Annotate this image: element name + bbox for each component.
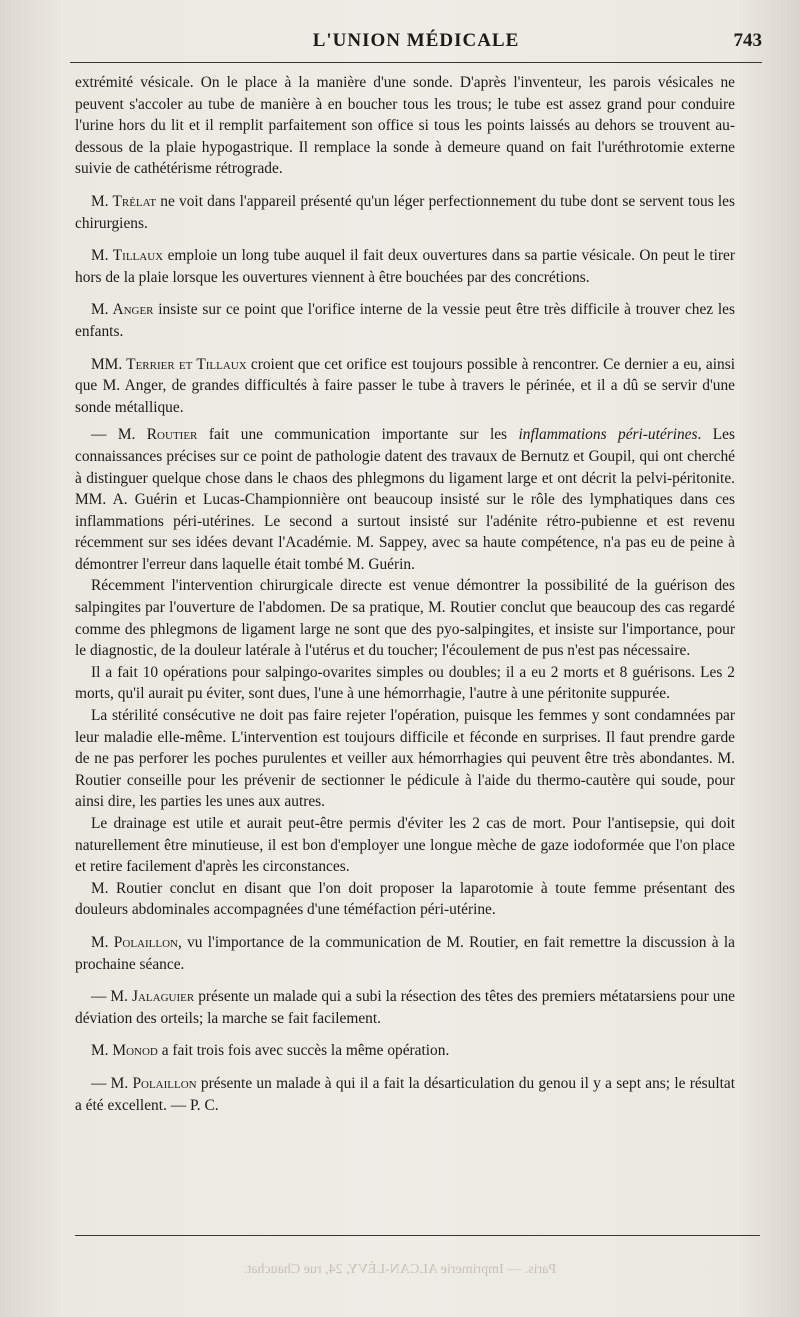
body-text bbox=[75, 72, 735, 1116]
paragraph-text: La stérilité consécutive ne doit pas faire rejeter l'opération, puisque les femmes y sont condamnées par leur maladie elle-même. L'intervention est toujours difficile et féconde en surprises. Il faut prendre garde de ne pas perforer les poches purulentes et veiller aux hémorrhagies qui peuvent être très abondantes. M. Routier conseille pour les prévenir de sectionner le pédicule à l'aide du thermo-cautère qui soude, pour ainsi dire, les parties les unes aux autres. bbox=[75, 707, 735, 811]
speaker-name: M. Monod bbox=[91, 1042, 158, 1060]
paragraph-tillaux bbox=[75, 245, 735, 288]
speaker-name: M. Trélat bbox=[91, 192, 157, 210]
paragraph-polaillon bbox=[75, 932, 735, 975]
paragraph-text: . Les connaissances précises sur ce point de pathologie datent des travaux de Bernutz et Goupil, qui ont cherché à distinguer quelque chose dans le chaos des phlegmons du ligament large et ont décrit la pelvi-péritonite. MM. A. Guérin et Lucas-Championnière ont beaucoup insisté sur le rôle des lymphatiques dans ces inflammations péri-utérines. Le second a surtout insisté sur l'adénite rétro-pubienne et est revenu récemment sur ses idées devant l'Académie. M. Sappey, avec sa haute compétence, n'a pas eu de peine à démontrer l'erreur dans laquelle était tombé M. Guérin. bbox=[75, 426, 736, 573]
paragraph-text: Récemment l'intervention chirurgicale directe est venue démontrer la possibilité de la guérison des salpingites par l'ouverture de l'abdomen. De sa pratique, M. Routier conclut que beaucoup des cas regardé comme des phlegmons de ligament large ne sont que des pyo-salpingites, et insiste sur l'importance, pour le diagnostic, de la douleur latérale à l'utérus et du toucher; l'écoulement de pus n'est pas nécessaire. bbox=[75, 577, 735, 660]
speaker-name: — M. Jalaguier bbox=[91, 988, 195, 1006]
paragraph-text: ne voit dans l'appareil présenté qu'un léger perfectionnement du tube dont se servent tous les chirurgiens. bbox=[75, 192, 735, 232]
page-number: 743 bbox=[733, 30, 762, 51]
paragraph-continuation bbox=[75, 72, 735, 180]
paragraph-text: M. Routier conclut en disant que l'on doit proposer la laparotomie à toute femme présentant des douleurs abdominales accompagnées d'une téméfaction péri-utérine. bbox=[75, 879, 735, 919]
paragraph-text: présente un malade qui a subi la résection des têtes des premiers métatarsiens pour une déviation des orteils; la marche se fait facilement. bbox=[75, 988, 735, 1027]
paragraph-text: emploie un long tube auquel il fait deux ouvertures dans sa partie vésicale. On peut le tirer hors de la plaie lorsque les ouvertures viennent à être bouchées par des concrétions. bbox=[75, 247, 735, 286]
paragraph-conclusion bbox=[75, 878, 735, 921]
paragraph-jalaguier bbox=[75, 986, 735, 1029]
paragraph-drainage bbox=[75, 813, 735, 878]
paragraph-intervention bbox=[75, 575, 735, 661]
paragraph-text: Il a fait 10 opérations pour salpingo-ovarites simples ou doubles; il a eu 2 morts et 8 guérisons. Les 2 morts, qu'il aurait pu éviter, sont dues, l'une à une hémorrhagie, l'autre à une péritonite suppurée. bbox=[75, 663, 735, 703]
paragraph-text-lead: fait une communication importante sur les bbox=[197, 426, 519, 444]
paragraph-text: extrémité vésicale. On le place à la manière d'une sonde. D'après l'inventeur, les parois vésicales ne peuvent s'accoler au tube de manière à en boucher tous les trous; le tube est assez grand pour conduire l'urine hors du lit et il remplit parfaitement son office si tous les points laissés au dehors se trouvent au-dessous de la plaie hypogastrique. Il remplace la sonde à demeure quand on fait l'uréthrotomie externe suivie de cathétérisme rétrograde. bbox=[75, 74, 735, 178]
page-header bbox=[70, 28, 762, 63]
paragraph-text: présente un malade à qui il a fait la désarticulation du genou il y a sept ans; le résultat a été excellent. — P. C. bbox=[75, 1074, 735, 1114]
paragraph-anger bbox=[75, 299, 735, 342]
footer-rule bbox=[75, 1235, 760, 1236]
paragraph-text: croient que cet orifice est toujours possible à rencontrer. Ce dernier a eu, ainsi que M. Anger, de grandes difficultés à faire passer le tube à travers le périnée, et il a dû se servir d'une sonde métallique. bbox=[75, 355, 735, 416]
paragraph-text: insiste sur ce point que l'orifice interne de la vessie peut être très difficile à trouver chez les enfants. bbox=[75, 301, 735, 340]
speaker-name: M. Tillaux bbox=[91, 247, 164, 265]
paragraph-text: Le drainage est utile et aurait peut-être permis d'éviter les 2 cas de mort. Pour l'antisepsie, qui doit naturellement être minutieuse, il est bon d'employer une longue mèche de gaze iodoformée que l'on place et retire facilement d'après les circonstances. bbox=[75, 815, 735, 876]
paragraph-text: , vu l'importance de la communication de M. Routier, en fait remettre la discussion à la prochaine séance. bbox=[75, 933, 735, 973]
running-title: L'UNION MÉDICALE bbox=[312, 30, 520, 51]
paragraph-terrier-tillaux bbox=[75, 354, 735, 419]
paragraph-sterilite bbox=[75, 705, 735, 813]
italic-topic: inflammations péri-utérines bbox=[518, 426, 698, 444]
speaker-name: — M. Polaillon bbox=[91, 1074, 197, 1092]
paragraph-monod bbox=[75, 1040, 735, 1062]
bleed-through-imprint: Paris. — Imprimerie ALCAN-LÉVY, 24, rue Chauchat. bbox=[243, 1262, 557, 1277]
speaker-name: MM. Terrier et Tillaux bbox=[91, 355, 247, 373]
paragraph-routier bbox=[75, 424, 735, 575]
paragraph-operations bbox=[75, 662, 735, 705]
paragraph-text: a fait trois fois avec succès la même opération. bbox=[157, 1042, 450, 1060]
speaker-name: M. Polaillon bbox=[91, 933, 178, 951]
paragraph-polaillon-genou bbox=[75, 1073, 735, 1116]
speaker-name: M. Anger bbox=[91, 301, 154, 319]
speaker-name: — M. Routier bbox=[91, 426, 198, 444]
paragraph-trelat bbox=[75, 191, 735, 234]
